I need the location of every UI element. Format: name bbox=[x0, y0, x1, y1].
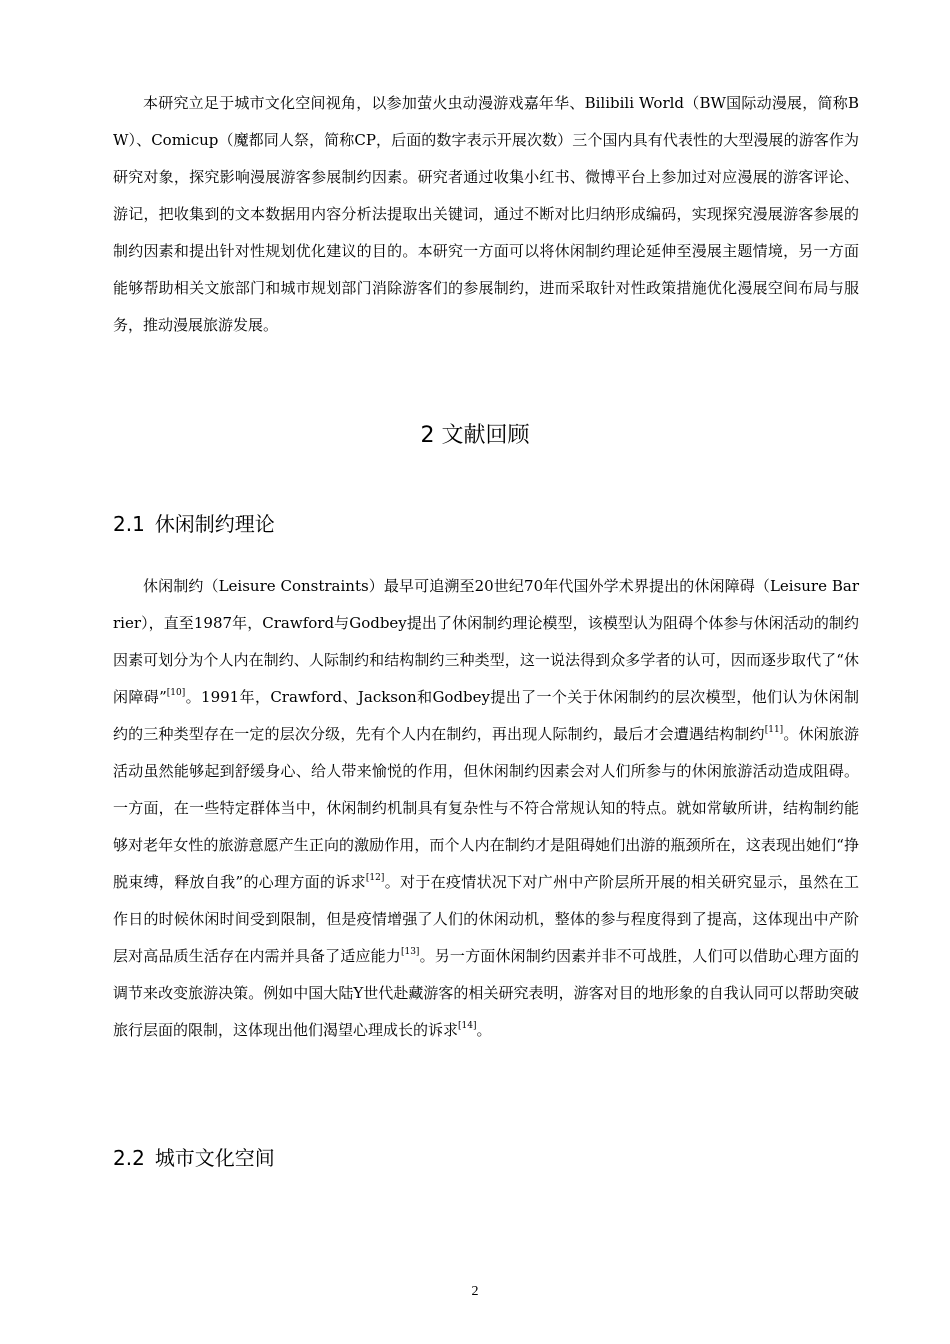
paragraph-text: 。 bbox=[476, 1021, 492, 1039]
leisure-constraints-paragraph bbox=[113, 568, 859, 1049]
paragraph-text: 休闲制约（Leisure Constraints）最早可追溯至20世纪70年代国外学术界提出的休闲障碍（Leisure Barrier），直至1987年，Crawford与Godbey提出了休闲制约理论模型，该模型认为阻碍个体参与休闲活动的制约因素可划分为个人内在制约、人际制约和结构制约三种类型，这一说法得到众多学者的认可，因而逐步取代了“休闲障碍” bbox=[113, 577, 859, 706]
page-number: 2 bbox=[471, 1284, 479, 1299]
paragraph-text: 。休闲旅游活动虽然能够起到舒缓身心、给人带来愉悦的作用，但休闲制约因素会对人们所参与的休闲旅游活动造成阻碍。一方面，在一些特定群体当中，休闲制约机制具有复杂性与不符合常规认知的特点。就如常敏所讲，结构制约能够对老年女性的旅游意愿产生正向的激励作用，而个人内在制约才是阻碍她们出游的瓶颈所在，这表现出她们“挣脱束缚，释放自我”的心理方面的诉求 bbox=[113, 725, 859, 891]
paragraph-text: 。另一方面休闲制约因素并非不可战胜，人们可以借助心理方面的调节来改变旅游决策。例如中国大陆Y世代赴藏游客的相关研究表明，游客对目的地形象的自我认同可以帮助突破旅行层面的限制，这体现出他们渴望心理成长的诉求 bbox=[113, 947, 859, 1039]
section-title-text: 城市文化空间 bbox=[154, 1146, 275, 1170]
paragraph-text: 。对于在疫情状况下对广州中产阶层所开展的相关研究显示，虽然在工作日的时候休闲时间受到限制，但是疫情增强了人们的休闲动机，整体的参与程度得到了提高，这体现出中产阶层对高品质生活存在内需并具备了适应能力 bbox=[113, 873, 859, 965]
intro-paragraph: 本研究立足于城市文化空间视角，以参加萤火虫动漫游戏嘉年华、Bilibili World（BW国际动漫展，简称BW）、Comicup（魔都同人祭，简称CP，后面的数字表示开展次数）三个国内具有代表性的大型漫展的游客作为研究对象，探究影响漫展游客参展制约因素。研究者通过收集小红书、微博平台上参加过对应漫展的游客评论、游记，把收集到的文本数据用内容分析法提取出关键词，通过不断对比归纳形成编码，实现探究漫展游客参展的制约因素和提出针对性规划优化建议的目的。本研究一方面可以将休闲制约理论延伸至漫展主题情境，另一方面能够帮助相关文旅部门和城市规划部门消除游客们的参展制约，进而采取针对性政策措施优化漫展空间布局与服务，推动漫展旅游发展。 bbox=[113, 94, 859, 334]
chapter-title: 2 文献回顾 bbox=[420, 423, 530, 448]
citation-ref: [11] bbox=[764, 725, 784, 735]
section-heading-2-1 bbox=[113, 509, 275, 539]
section-title-text: 休闲制约理论 bbox=[154, 512, 275, 536]
citation-ref: [10] bbox=[166, 688, 186, 698]
paragraph-text: 。1991年，Crawford、Jackson和Godbey提出了一个关于休闲制约的层次模型，他们认为休闲制约的三种类型存在一定的层次分级，先有个人内在制约，再出现人际制约，最后才会遭遇结构制约 bbox=[113, 688, 859, 743]
section-number: 2.1 bbox=[113, 512, 145, 536]
section-number: 2.2 bbox=[113, 1146, 145, 1170]
section-heading-2-2 bbox=[113, 1143, 275, 1173]
citation-ref: [14] bbox=[458, 1021, 477, 1031]
citation-ref: [12] bbox=[365, 873, 385, 883]
citation-ref: [13] bbox=[400, 947, 420, 957]
